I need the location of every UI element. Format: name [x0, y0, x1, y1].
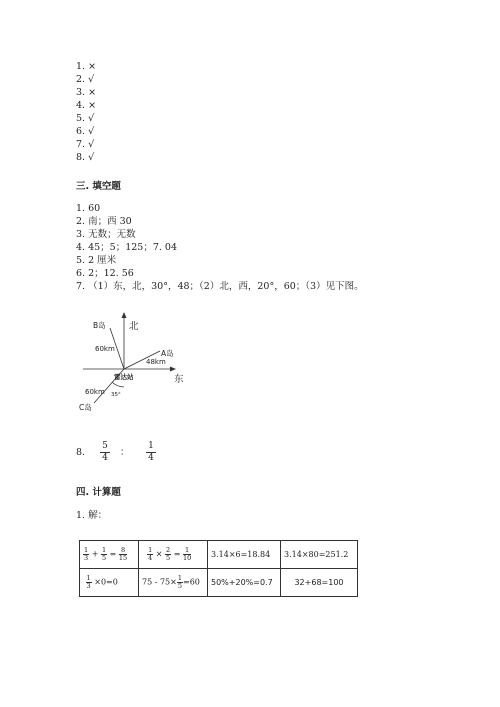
- answer-table: [79, 540, 358, 597]
- east-label: 东: [174, 374, 184, 385]
- expression-end: =60: [183, 577, 200, 587]
- fill-item: 5. 2 厘米: [76, 255, 117, 266]
- b-line: [110, 328, 124, 369]
- north-label: 北: [129, 321, 139, 332]
- fill-heading: 三. 填空题: [76, 181, 121, 192]
- fraction: $\frac{1}{5}$: [101, 546, 107, 562]
- fraction: $\frac{1}{5}$: [177, 574, 182, 590]
- judge-item: 7. √: [76, 139, 95, 150]
- fraction: $\frac{2}{5}$: [166, 546, 171, 562]
- equals: =: [109, 549, 117, 559]
- fraction-numerator: 1: [146, 441, 156, 453]
- c-line: [94, 369, 124, 403]
- a-island-label: A岛: [161, 349, 174, 358]
- fraction: $\frac{1}{3}$: [84, 546, 89, 562]
- c-island-label: C岛: [79, 403, 92, 412]
- table-cell: 50%+20%=0.7: [208, 569, 281, 597]
- fraction: $\frac{1}{10}$: [182, 546, 192, 562]
- q8-fraction-1: [100, 441, 110, 464]
- fill-item: 2. 南；西 30: [76, 216, 132, 227]
- b-distance-label: 60km: [95, 345, 115, 353]
- a-line: [124, 351, 160, 369]
- table-cell: 32+68=100: [281, 569, 358, 597]
- fraction-denominator: 4: [148, 453, 154, 463]
- fill-item: 3. 无数；无数: [76, 229, 136, 240]
- table-cell: [80, 569, 139, 597]
- table-cell: 3.14×80=251.2: [281, 541, 358, 569]
- c-distance-label: 60km: [85, 388, 105, 396]
- fill-item: 1. 60: [76, 203, 101, 214]
- radar-label: 雷达站: [114, 373, 134, 381]
- judge-item: 2. √: [76, 74, 95, 85]
- q8-label: 8.: [76, 447, 86, 458]
- angle-arc: [112, 382, 124, 387]
- fraction: $\frac{1}{3}$: [86, 574, 91, 590]
- judge-item: 6. √: [76, 126, 95, 137]
- fill-item: 4. 45；5；125；7. 04: [76, 242, 178, 253]
- a-distance-label: 48km: [146, 358, 166, 366]
- table-cell: [80, 541, 139, 569]
- east-arrow-icon: [170, 367, 176, 372]
- fraction-denominator: 4: [102, 453, 108, 463]
- q8-fraction-2: [146, 441, 156, 464]
- judge-item: 3. ×: [76, 87, 97, 98]
- fill-item: 7. （1）东，北，30°，48；（2）北，西，20°，60；（3）见下图。: [76, 281, 364, 292]
- expression-rest: ×0=0: [94, 577, 118, 587]
- fraction: $\frac{8}{15}$: [118, 546, 128, 562]
- judge-item: 5. √: [76, 113, 95, 124]
- b-island-label: B岛: [93, 321, 106, 330]
- expression-start: 75 - 75×: [142, 577, 177, 587]
- fraction: $\frac{1}{4}$: [148, 546, 153, 562]
- calc-intro: 1. 解：: [76, 510, 108, 521]
- operator: +: [91, 549, 99, 559]
- angle-label: 35°: [111, 392, 121, 398]
- equals: =: [173, 549, 181, 559]
- table-cell: 3.14×6=18.84: [208, 541, 281, 569]
- judge-item: 1. ×: [76, 61, 97, 72]
- operator: ×: [155, 549, 163, 559]
- north-arrow-icon: [122, 312, 127, 318]
- judge-item: 4. ×: [76, 100, 97, 111]
- table-cell: [139, 541, 208, 569]
- q8-separator: ：: [120, 447, 130, 458]
- judge-item: 8. √: [76, 152, 95, 163]
- fraction-numerator: 5: [100, 441, 110, 453]
- table-row: [80, 569, 358, 597]
- table-row: [80, 541, 358, 569]
- table-cell: [139, 569, 208, 597]
- fill-item: 6. 2；12. 56: [76, 268, 134, 279]
- calc-heading: 四. 计算题: [76, 487, 121, 498]
